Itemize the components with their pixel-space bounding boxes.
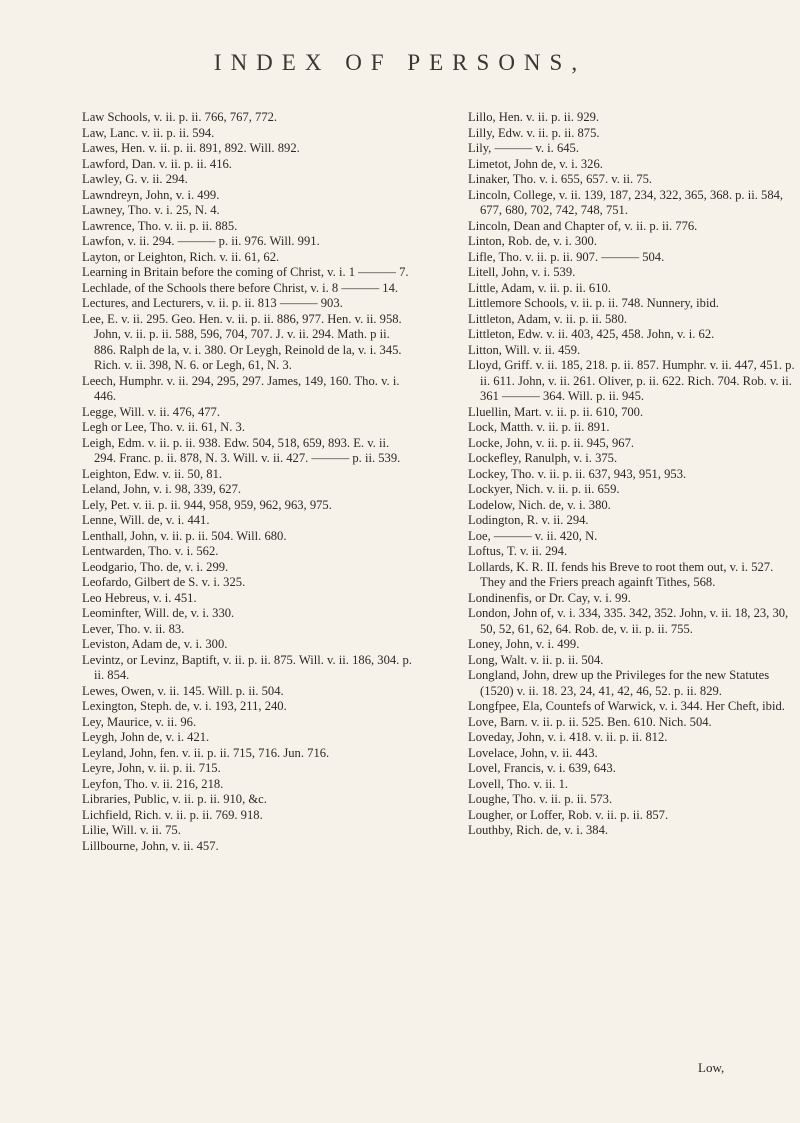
index-entry: Layton, or Leighton, Rich. v. ii. 61, 62. (82, 249, 280, 264)
index-entry: Lewes, Owen, v. ii. 145. Will. p. ii. 504. (82, 683, 284, 698)
index-entry: Leygh, John de, v. i. 421. (82, 730, 210, 744)
index-entry: Lockyer, Nich. v. ii. p. ii. 659. (468, 482, 620, 496)
index-entry: Lockefley, Ranulph, v. i. 375. (468, 451, 618, 465)
index-entry: Leviston, Adam de, v. i. 300. (82, 637, 228, 651)
index-entry: Lenne, Will. de, v. i. 441. (82, 513, 210, 527)
index-entry: Littleton, Edw. v. ii. 403, 425, 458. John, v. i. 62. (468, 327, 715, 341)
index-entry: Leyland, John, fen. v. ii. p. ii. 715, 716. Jun. 716. (82, 745, 330, 760)
index-entry: Lilly, Edw. v. ii. p. ii. 875. (468, 125, 600, 140)
left-column (82, 110, 412, 854)
index-entry: Libraries, Public, v. ii. p. ii. 910, &c. (82, 792, 267, 806)
index-entry: Limetot, John de, v. i. 326. (468, 156, 603, 171)
index-entry: Lawes, Hen. v. ii. p. ii. 891, 892. Will. 892. (82, 141, 300, 155)
index-entry: Lawford, Dan. v. ii. p. ii. 416. (82, 156, 232, 171)
index-entry: Lawley, G. v. ii. 294. (82, 172, 188, 186)
index-entry: Leland, John, v. i. 98, 339, 627. (82, 482, 242, 496)
index-entry: Lougher, or Loffer, Rob. v. ii. p. ii. 857. (468, 807, 669, 822)
index-entry: Lever, Tho. v. ii. 83. (82, 621, 185, 636)
index-entry: Loughe, Tho. v. ii. p. ii. 573. (468, 792, 613, 806)
index-entry: Law Schools, v. ii. p. ii. 766, 767, 772. (82, 110, 278, 124)
index-entry: Lincoln, Dean and Chapter of, v. ii. p. ii. 776. (468, 218, 698, 233)
index-entry: Litton, Will. v. ii. 459. (468, 342, 581, 357)
index-entry: Loftus, T. v. ii. 294. (468, 544, 568, 558)
index-entry: Lawrence, Tho. v. ii. p. ii. 885. (82, 218, 238, 233)
index-entry: Lockey, Tho. v. ii. p. ii. 637, 943, 951, 953. (468, 466, 687, 481)
index-entry: Lichfield, Rich. v. ii. p. ii. 769. 918. (82, 807, 263, 822)
index-entry: Lenthall, John, v. ii. p. ii. 504. Will. 680. (82, 528, 287, 543)
index-entry: Lillo, Hen. v. ii. p. ii. 929. (468, 110, 600, 124)
index-entry: Lluellin, Mart. v. ii. p. ii. 610, 700. (468, 404, 644, 419)
index-entry: Learning in Britain before the coming of Christ, v. i. 1 ——— 7. (82, 265, 409, 279)
index-entry: Lollards, K. R. II. fends his Breve to root them out, v. i. 527. They and the Friers preach againft Tithes, 568. (468, 559, 774, 589)
index-entry: Leo Hebreus, v. i. 451. (82, 590, 197, 605)
index-entry: Litell, John, v. i. 539. (468, 265, 576, 279)
index-entry: Lovelace, John, v. ii. 443. (468, 745, 598, 760)
index-entry: Lincoln, College, v. ii. 139, 187, 234, 322, 365, 368. p. ii. 584, 677, 680, 702, 742, 748, 751. (468, 187, 784, 217)
right-column (468, 110, 798, 839)
index-entry: Louthby, Rich. de, v. i. 384. (468, 823, 609, 837)
index-entry: Littlemore Schools, v. ii. p. ii. 748. Nunnery, ibid. (468, 296, 719, 310)
catchword: Low, (698, 1060, 725, 1075)
index-entry: Levintz, or Levinz, Baptift, v. ii. p. ii. 875. Will. v. ii. 186, 304. p. ii. 854. (82, 652, 412, 682)
index-entry: Leech, Humphr. v. ii. 294, 295, 297. James, 149, 160. Tho. v. i. 446. (82, 373, 400, 403)
index-entry: Lodington, R. v. ii. 294. (468, 513, 589, 527)
index-entry: Lilie, Will. v. ii. 75. (82, 823, 181, 837)
index-entry: Lock, Matth. v. ii. p. ii. 891. (468, 420, 610, 434)
index-entry: Leighton, Edw. v. ii. 50, 81. (82, 466, 223, 481)
index-entry: Leigh, Edm. v. ii. p. ii. 938. Edw. 504, 518, 659, 893. E. v. ii. 294. Franc. p. ii. 878, N. 3. Will. v. ii. 427. ——— p. ii. 539. (82, 435, 401, 465)
index-entry: Leodgario, Tho. de, v. i. 299. (82, 559, 229, 574)
index-entry: Lawndreyn, John, v. i. 499. (82, 187, 220, 202)
index-entry: Leominfter, Will. de, v. i. 330. (82, 606, 235, 620)
index-entry: Lechlade, of the Schools there before Christ, v. i. 8 ——— 14. (82, 280, 399, 295)
index-entry: Lovel, Francis, v. i. 639, 643. (468, 761, 616, 775)
page-header: INDEX OF PERSONS, (213, 50, 587, 75)
index-entry: Lectures, and Lecturers, v. ii. p. ii. 813 ——— 903. (82, 296, 343, 310)
index-entry: Longland, John, drew up the Privileges for the new Statutes (1520) v. ii. 18. 23, 24, 41, 42, 46, 52. p. ii. 829. (468, 668, 770, 698)
index-entry: Lexington, Steph. de, v. i. 193, 211, 240. (82, 699, 287, 713)
index-entry: Little, Adam, v. ii. p. ii. 610. (468, 280, 611, 295)
index-entry: Lee, E. v. ii. 295. Geo. Hen. v. ii. p. ii. 886, 977. Hen. v. ii. 958. John, v. ii. p. ii. 588, 596, 704, 707. J. v. ii. 294. Math. p ii. 886. Ralph de la, v. i. 380. Or Leygh, Reinold de la, v. i. 345. Rich. v. ii. 398, N. 6. or Legh, 61, N. 3. (82, 311, 402, 372)
index-entry: Lawfon, v. ii. 294. ——— p. ii. 976. Will. 991. (82, 234, 320, 248)
index-entry: Leofardo, Gilbert de S. v. i. 325. (82, 575, 246, 589)
index-entry: Lifle, Tho. v. ii. p. ii. 907. ——— 504. (468, 249, 665, 264)
index-entry: Leyre, John, v. ii. p. ii. 715. (82, 761, 221, 775)
index-entry: Legh or Lee, Tho. v. ii. 61, N. 3. (82, 420, 245, 434)
index-entry: Lely, Pet. v. ii. p. ii. 944, 958, 959, 962, 963, 975. (82, 497, 332, 512)
index-entry: Lloyd, Griff. v. ii. 185, 218. p. ii. 857. Humphr. v. ii. 447, 451. p. ii. 611. John, v. ii. 261. Oliver, p. ii. 622. Rich. 704. Rob. v. ii. 361 ——— 364. Will. p. ii. 945. (468, 358, 795, 403)
index-entry: Lillbourne, John, v. ii. 457. (82, 838, 219, 853)
index-entry: Littleton, Adam, v. ii. p. ii. 580. (468, 311, 628, 326)
index-entry: Linton, Rob. de, v. i. 300. (468, 234, 597, 248)
index-entry: Londinenfis, or Dr. Cay, v. i. 99. (468, 590, 631, 605)
index-entry: Loney, John, v. i. 499. (468, 637, 580, 651)
index-entry: Longfpee, Ela, Countefs of Warwick, v. i. 344. Her Cheft, ibid. (468, 699, 785, 713)
index-entry: Legge, Will. v. ii. 476, 477. (82, 404, 221, 419)
index-entry: Law, Lanc. v. ii. p. ii. 594. (82, 125, 215, 140)
index-entry: Long, Walt. v. ii. p. ii. 504. (468, 652, 604, 667)
index-entry: Ley, Maurice, v. ii. 96. (82, 714, 197, 729)
index-entry: Love, Barn. v. ii. p. ii. 525. Ben. 610. Nich. 504. (468, 714, 712, 729)
index-entry: Lawney, Tho. v. i. 25, N. 4. (82, 203, 220, 217)
index-entry: Loveday, John, v. i. 418. v. ii. p. ii. 812. (468, 730, 668, 744)
index-entry: Loe, ——— v. ii. 420, N. (468, 528, 598, 543)
index-entry: Locke, John, v. ii. p. ii. 945, 967. (468, 435, 635, 450)
index-entry: Lily, ——— v. i. 645. (468, 141, 580, 155)
index-entry: Lodelow, Nich. de, v. i. 380. (468, 497, 611, 512)
index-entry: London, John of, v. i. 334, 335. 342, 352. John, v. ii. 18, 23, 30, 50, 52, 61, 62, 64. Rob. de, v. ii. p. ii. 755. (468, 606, 789, 636)
index-entry: Linaker, Tho. v. i. 655, 657. v. ii. 75. (468, 172, 653, 186)
index-entry: Lovell, Tho. v. ii. 1. (468, 776, 569, 791)
index-entry: Lentwarden, Tho. v. i. 562. (82, 544, 219, 558)
index-entry: Leyfon, Tho. v. ii. 216, 218. (82, 776, 224, 791)
